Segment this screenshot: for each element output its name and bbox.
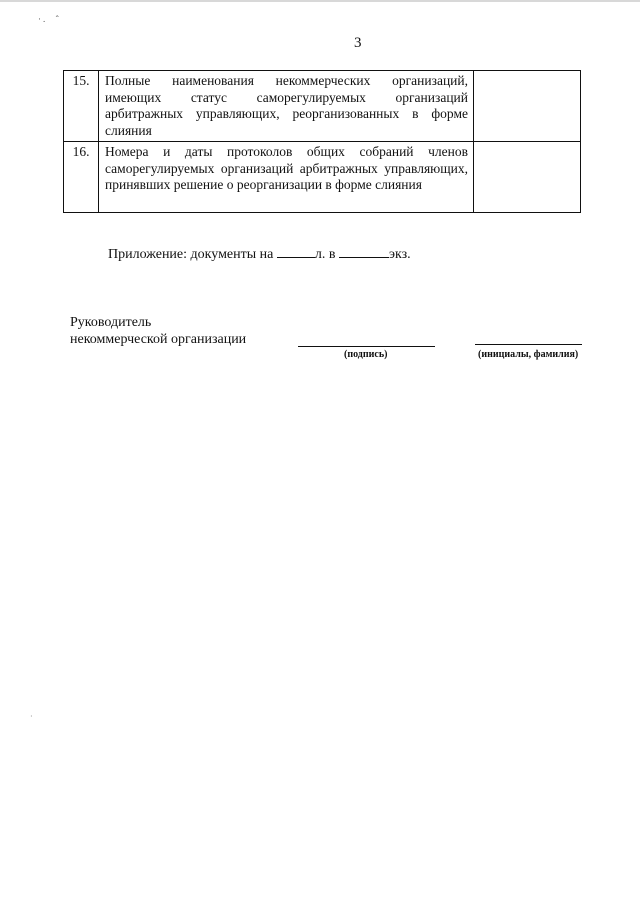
sheets-unit: л. в [314,247,336,262]
name-line[interactable] [475,344,582,345]
table-row [64,142,581,213]
head-title-line1: Руководитель [70,315,152,330]
scan-speck: · [30,712,33,721]
sheets-count-blank[interactable] [277,245,315,258]
copies-unit: экз. [388,247,411,262]
appendix-line [108,245,411,264]
head-title-line2: некоммерческой организации [70,332,247,347]
scan-specks: ·. ˆ [38,14,61,24]
row-value-cell[interactable] [474,71,581,142]
signature-caption: (подпись) [344,349,388,360]
row-description: Полные наименования некоммерческих организаций, имеющих статус саморегулируемых организаций арбитражных управляющих, реорганизованных в форме слияния [99,71,474,142]
scan-top-edge [0,0,640,2]
row-number: 15. [64,71,99,142]
table-row [64,71,581,142]
page-number: 3 [354,35,362,51]
appendix-prefix: Приложение: документы на [108,247,274,262]
signature-line[interactable] [298,346,435,347]
row-description: Номера и даты протоколов общих собраний членов саморегулируемых организаций арбитражных управляющих, принявших решение о реорганизации в форме слияния [99,142,474,213]
row-value-cell[interactable] [474,142,581,213]
row-number: 16. [64,142,99,213]
copies-count-blank[interactable] [339,245,389,258]
form-table [63,70,581,213]
name-caption: (инициалы, фамилия) [478,349,579,360]
